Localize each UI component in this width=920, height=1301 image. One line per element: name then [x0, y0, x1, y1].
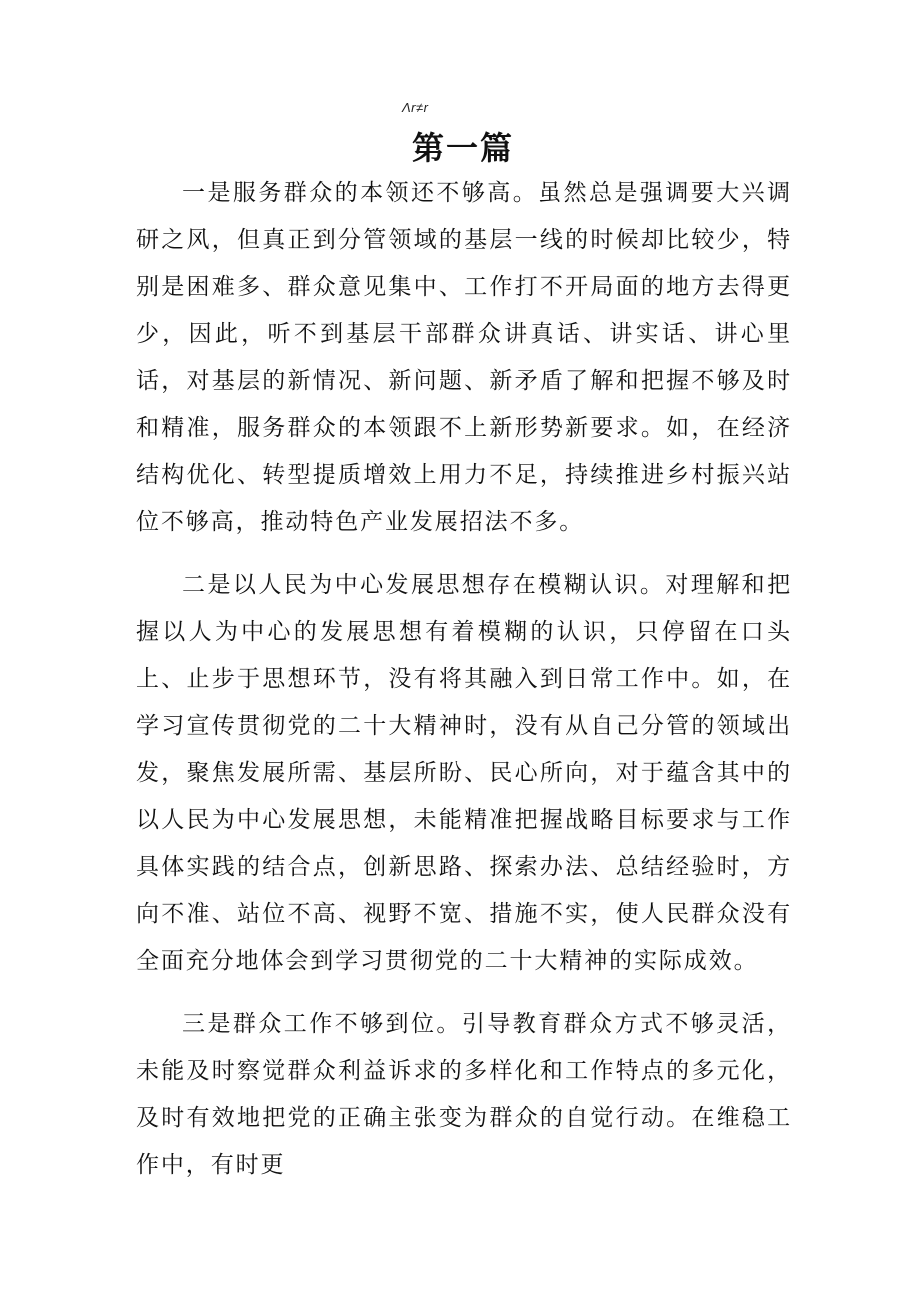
body-text	[136, 170, 792, 1205]
page-title: 第一篇	[411, 129, 514, 167]
paragraph-2: 二是以人民为中心发展思想存在模糊认识。对理解和把握以人为中心的发展思想有着模糊的认识，只停留在口头上、止步于思想环节，没有将其融入到日常工作中。如，在学习宣传贯彻党的二十大精神时，没有从自己分管的领域出发，聚焦发展所需、基层所盼、民心所向，对于蕴含其中的以人民为中心发展思想，未能精准把握战略目标要求与工作具体实践的结合点，创新思路、探索办法、总结经验时，方向不准、站位不高、视野不宽、措施不实，使人民群众没有全面充分地体会到学习贯彻党的二十大精神的实际成效。	[136, 572, 792, 974]
paragraph-1: 一是服务群众的本领还不够高。虽然总是强调要大兴调研之风，但真正到分管领域的基层一线的时候却比较少，特别是困难多、群众意见集中、工作打不开局面的地方去得更少，因此，听不到基层干部群众讲真话、讲实话、讲心里话，对基层的新情况、新问题、新矛盾了解和把握不够及时和精准，服务群众的本领跟不上新形势新要求。如，在经济结构优化、转型提质增效上用力不足，持续推进乡村振兴站位不够高，推动特色产业发展招法不多。	[136, 180, 792, 535]
paragraph-3: 三是群众工作不够到位。引导教育群众方式不够灵活，未能及时察觉群众利益诉求的多样化和工作特点的多元化，及时有效地把党的正确主张变为群众的自觉行动。在维稳工作中，有时更	[136, 1011, 792, 1178]
header-mark: Λr≠r	[402, 100, 429, 115]
